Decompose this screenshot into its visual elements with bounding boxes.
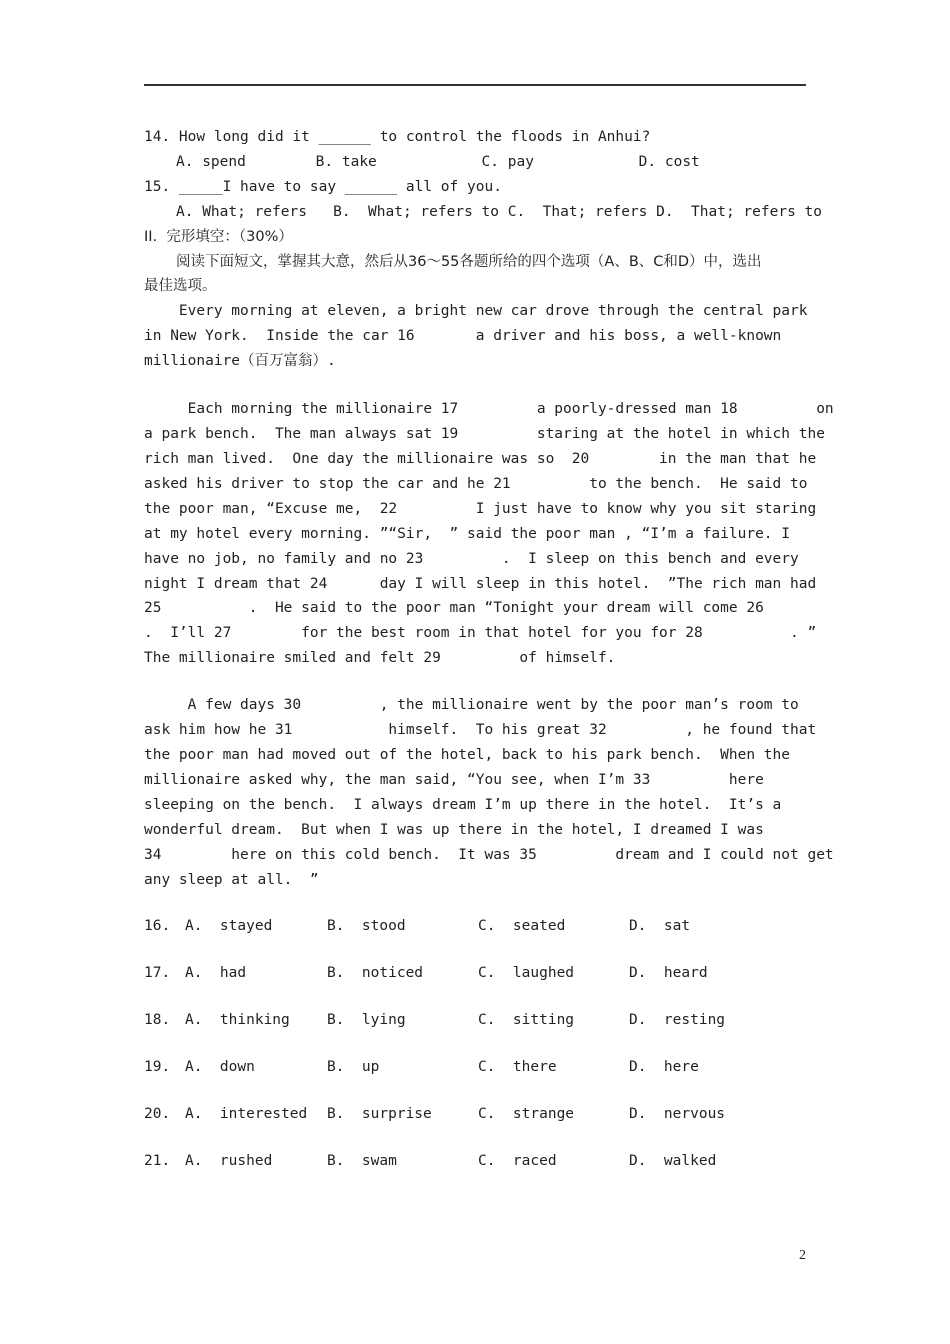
passage-line: the poor man, “Excuse me, 22 I just have to know why you sit staring (144, 501, 817, 517)
option-b: B. surprise (327, 1106, 432, 1122)
option-a: A. rushed (185, 1153, 273, 1169)
passage-line: Each morning the millionaire 17 a poorly-dressed man 18 on (144, 401, 834, 417)
option-d: D. here (629, 1059, 699, 1075)
option-b: B. swam (327, 1153, 397, 1169)
section-instructions: 阅读下面短文，掌握其大意，然后从36～55各题所给的四个选项（A、B、C和D）中，选出 (176, 254, 762, 270)
section-instructions-cont: 最佳选项。 (144, 278, 217, 294)
option-d: D. resting (629, 1012, 726, 1028)
q15-stem: 15. _____I have to say ______ all of you. (144, 179, 502, 195)
option-d: D. walked (629, 1153, 717, 1169)
q14-stem: 14. How long did it ______ to control the floods in Anhui? (144, 129, 651, 145)
option-c: C. sitting (478, 1012, 575, 1028)
passage-line: 25 . He said to the poor man “Tonight your dream will come 26 (144, 600, 764, 616)
option-d: D. sat (629, 918, 691, 934)
option-b: B. lying (327, 1012, 406, 1028)
passage-line: sleeping on the bench. I always dream I’m up there in the hotel. It’s a (144, 797, 782, 813)
option-a: A. had (185, 965, 247, 981)
question-number: 16. (144, 918, 171, 934)
passage-line: any sleep at all. ” (144, 872, 319, 888)
passage-line: Every morning at eleven, a bright new car drove through the central park (144, 303, 808, 319)
passage-line: night I dream that 24 day I will sleep in this hotel. ”The rich man had (144, 576, 817, 592)
option-b: B. stood (327, 918, 406, 934)
q15-options: A. What; refers B. What; refers to C. That; refers D. That; refers to (176, 204, 823, 220)
passage-line: the poor man had moved out of the hotel, back to his park bench. When the (144, 747, 791, 763)
option-c: C. raced (478, 1153, 557, 1169)
page-number: 2 (799, 1248, 806, 1263)
passage-line: A few days 30 , the millionaire went by the poor man’s room to (144, 697, 799, 713)
passage-line: . I’ll 27 for the best room in that hotel for you for 28 . ” (144, 625, 817, 641)
option-a: A. interested (185, 1106, 308, 1122)
option-d: D. heard (629, 965, 708, 981)
passage-line: rich man lived. One day the millionaire was so 20 in the man that he (144, 451, 817, 467)
passage-line: millionaire（百万富翁）. (144, 353, 336, 369)
passage-line: a park bench. The man always sat 19 staring at the hotel in which the (144, 426, 825, 442)
passage-line: ask him how he 31 himself. To his great 32 , he found that (144, 722, 817, 738)
passage-line: The millionaire smiled and felt 29 of himself. (144, 650, 616, 666)
option-b: B. up (327, 1059, 380, 1075)
question-number: 20. (144, 1106, 171, 1122)
passage-line: wonderful dream. But when I was up there in the hotel, I dreamed I was (144, 822, 764, 838)
option-c: C. strange (478, 1106, 575, 1122)
passage-line: in New York. Inside the car 16 a driver and his boss, a well-known (144, 328, 782, 344)
passage-line: 34 here on this cold bench. It was 35 dream and I could not get (144, 847, 834, 863)
option-a: A. stayed (185, 918, 273, 934)
option-a: A. thinking (185, 1012, 290, 1028)
question-number: 17. (144, 965, 171, 981)
option-b: B. noticed (327, 965, 424, 981)
passage-line: asked his driver to stop the car and he 21 to the bench. He said to (144, 476, 808, 492)
passage-line: have no job, no family and no 23 . I sleep on this bench and every (144, 551, 799, 567)
passage-line: at my hotel every morning. ”“Sir, ” said the poor man , “I’m a failure. I (144, 526, 791, 542)
option-c: C. seated (478, 918, 566, 934)
question-number: 18. (144, 1012, 171, 1028)
header-rule (144, 84, 806, 86)
passage-line: millionaire asked why, the man said, “You see, when I’m 33 here (144, 772, 764, 788)
q14-options: A. spend B. take C. pay D. cost (176, 154, 700, 170)
option-c: C. laughed (478, 965, 575, 981)
option-a: A. down (185, 1059, 255, 1075)
option-c: C. there (478, 1059, 557, 1075)
section-title: II. 完形填空：（30%） (144, 229, 293, 245)
question-number: 21. (144, 1153, 171, 1169)
option-d: D. nervous (629, 1106, 726, 1122)
question-number: 19. (144, 1059, 171, 1075)
